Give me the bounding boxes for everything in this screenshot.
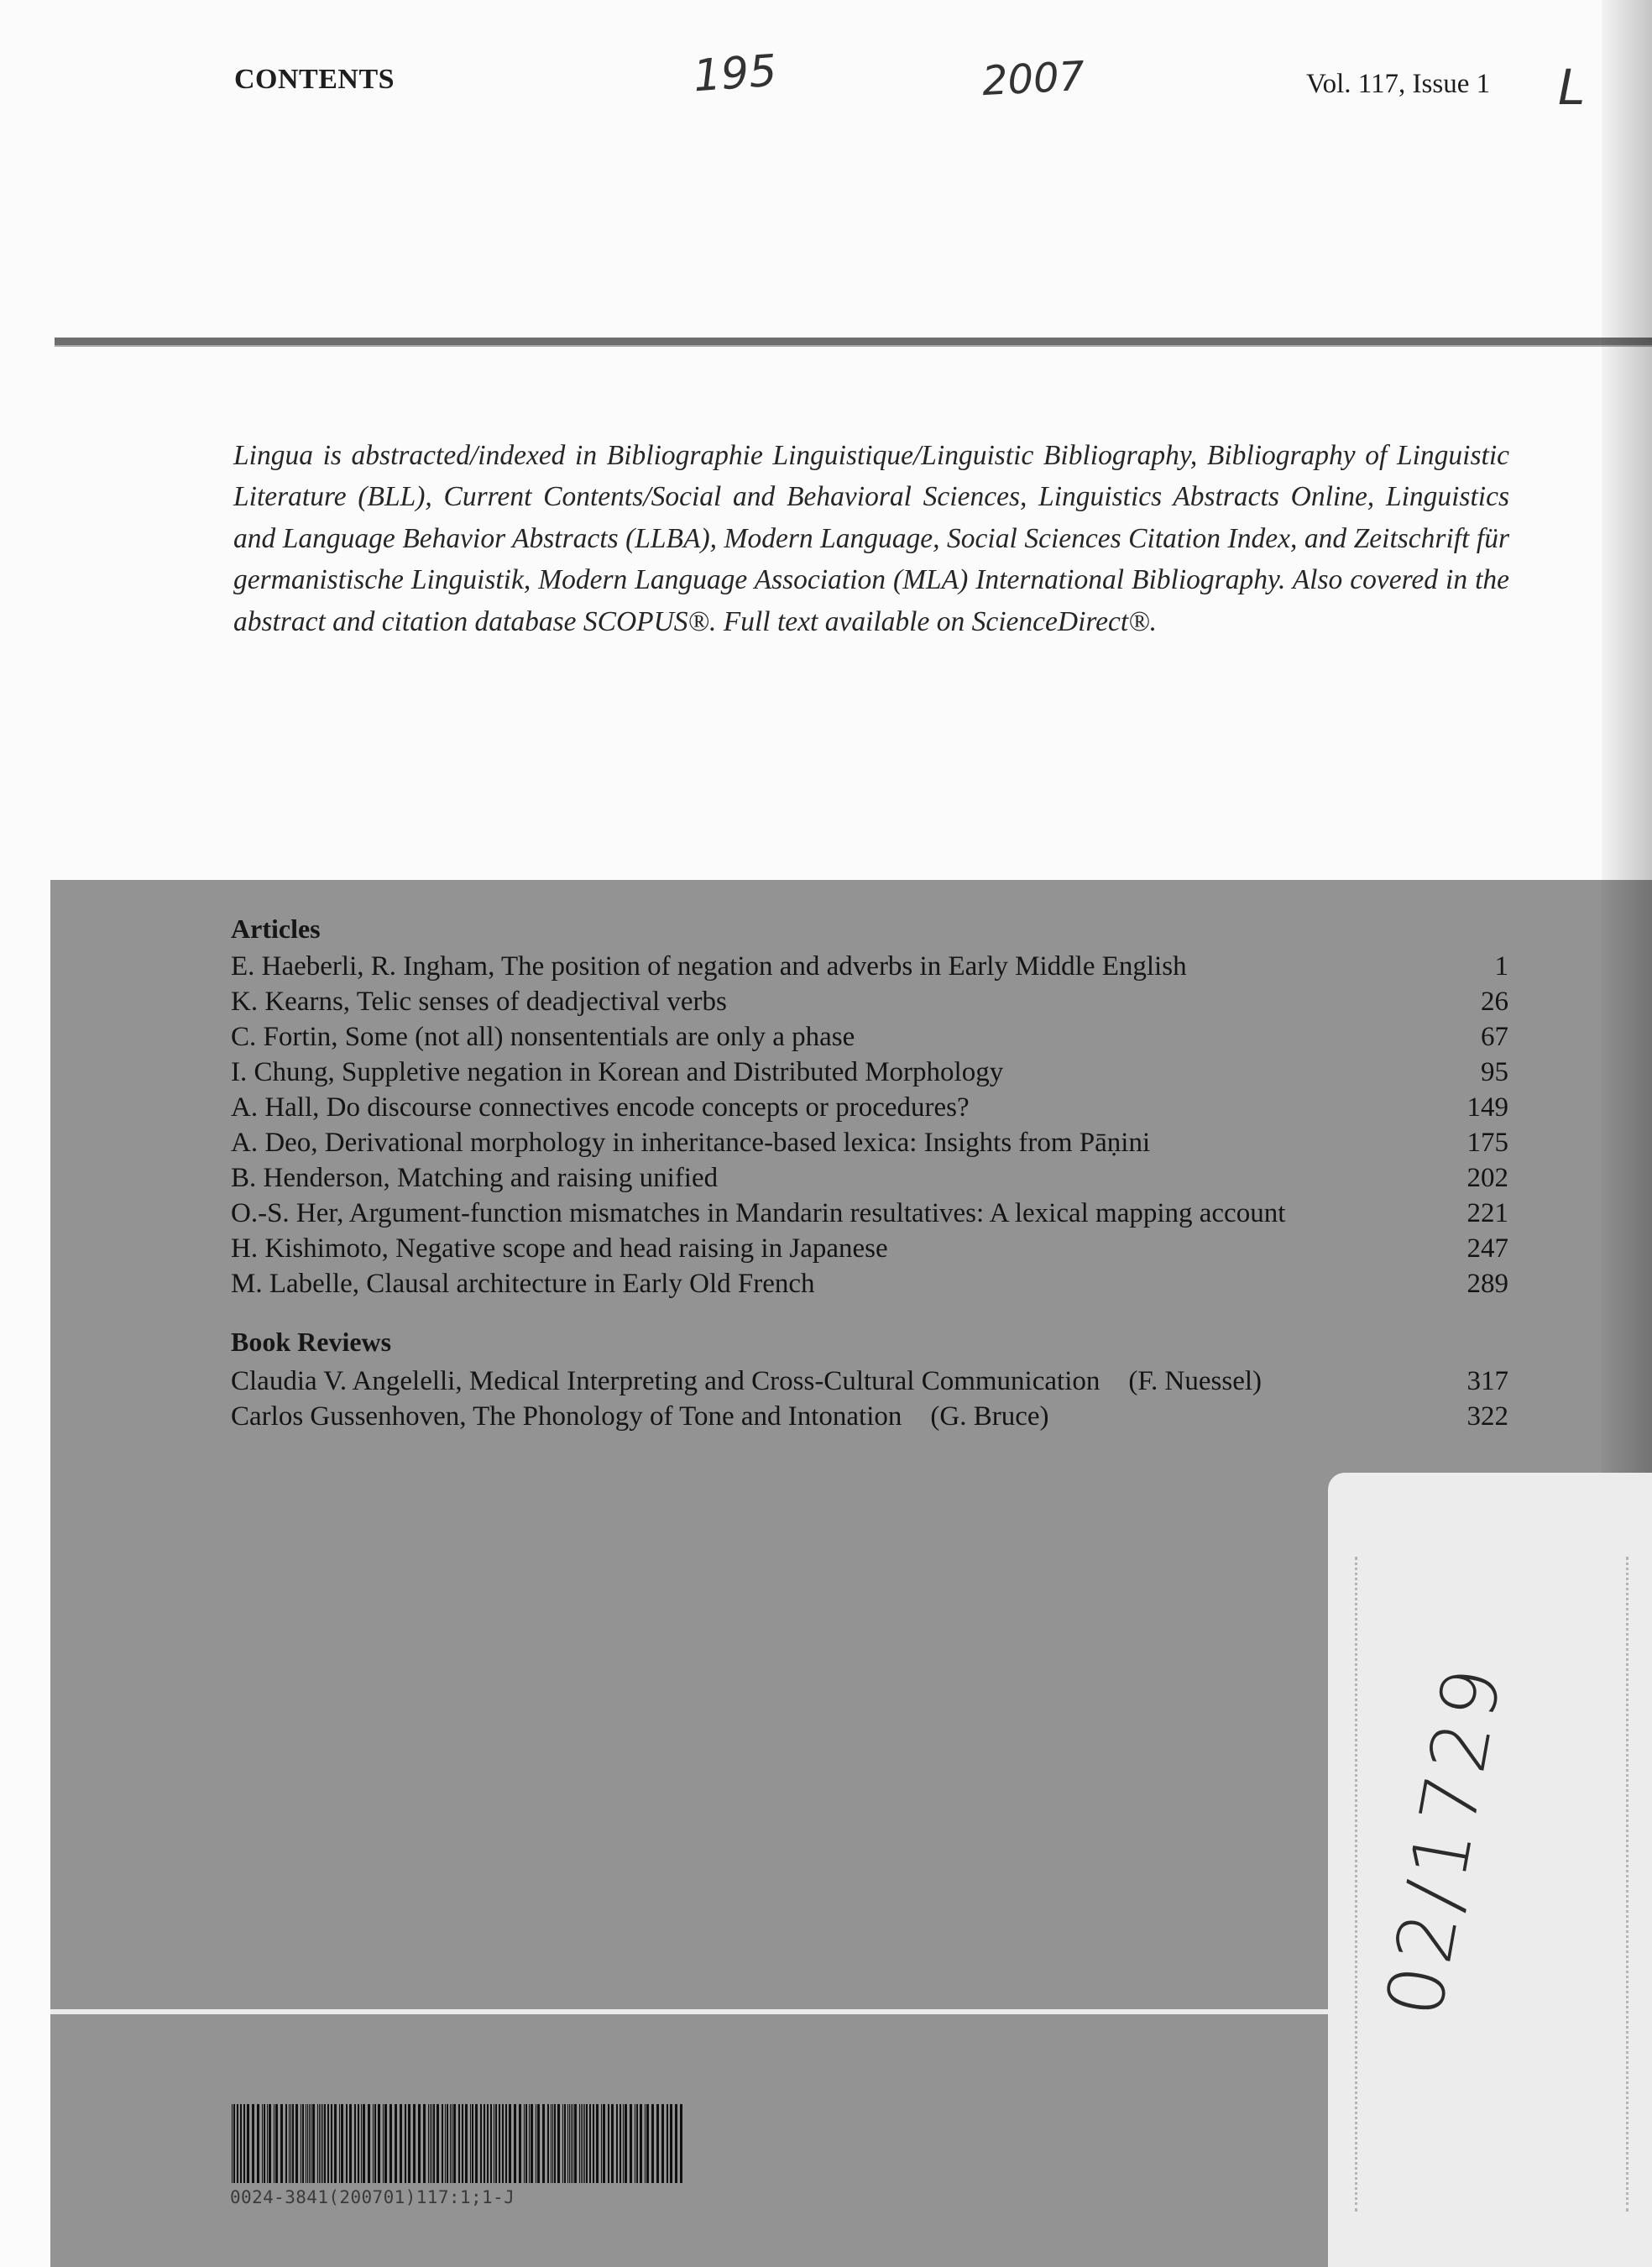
volume-issue: Vol. 117, Issue 1	[1306, 69, 1491, 99]
article-title: A. Deo, Derivational morphology in inheritance-based lexica: Insights from Pāṇini	[231, 1128, 1151, 1158]
article-entry	[231, 1055, 1508, 1090]
page-number: 289	[1466, 1269, 1508, 1299]
article-entry	[231, 949, 1508, 984]
book-reviews-list	[231, 1364, 1508, 1434]
contents-label: CONTENTS	[234, 64, 395, 95]
page-number: 95	[1481, 1057, 1508, 1087]
article-title: E. Haeberli, R. Ingham, The position of negation and adverbs in Early Middle English	[231, 951, 1187, 982]
reviewer-name: (F. Nuessel)	[1128, 1366, 1263, 1396]
page-number: 67	[1481, 1022, 1508, 1052]
page-number: 175	[1466, 1128, 1508, 1158]
article-entry	[231, 1196, 1508, 1231]
shelf-mark: 02/1729	[1369, 1657, 1520, 2024]
reviewer-name: (G. Bruce)	[930, 1401, 1049, 1432]
handwritten-year: 2007	[980, 52, 1086, 106]
review-title: Carlos Gussenhoven, The Phonology of Tone and Intonation	[231, 1401, 902, 1432]
header-divider	[55, 338, 1652, 345]
article-entry	[231, 1090, 1508, 1125]
barcode-number: 0024-3841(200701)117:1;1-J	[230, 2187, 515, 2207]
article-entry	[231, 984, 1508, 1019]
page-number: 149	[1466, 1092, 1508, 1123]
article-title: C. Fortin, Some (not all) nonsententials are only a phase	[231, 1022, 855, 1052]
book-reviews-heading: Book Reviews	[231, 1327, 392, 1357]
article-title: I. Chung, Suppletive negation in Korean and Distributed Morphology	[231, 1057, 1004, 1087]
indexing-note: Lingua is abstracted/indexed in Bibliographie Linguistique/Linguistic Bibliography, Bibliography of Linguistic Literature (BLL), Current Contents/Social and Behavioral Sciences, Linguistics Abstracts Online, Linguistics and Language Behavior Abstracts (LLBA), Modern Language, Social Sciences Citation Index, and Zeitschrift für germanistische Linguistik, Modern Language Association (MLA) International Bibliography. Also covered in the abstract and citation database SCOPUS®. Full text available on ScienceDirect®.	[233, 439, 1509, 637]
page-number: 202	[1466, 1163, 1508, 1193]
review-entry	[231, 1399, 1508, 1434]
barcode-icon	[230, 2104, 687, 2183]
page-number: 1	[1494, 951, 1508, 982]
handwritten-note: 195	[692, 45, 779, 102]
articles-heading: Articles	[231, 914, 321, 944]
review-entry	[231, 1364, 1508, 1399]
article-entry	[231, 1125, 1508, 1160]
page-number: 221	[1466, 1198, 1508, 1228]
articles-list	[231, 949, 1508, 1301]
page-number: 26	[1481, 987, 1508, 1017]
article-entry	[231, 1231, 1508, 1266]
article-title: O.-S. Her, Argument-function mismatches in Mandarin resultatives: A lexical mapping account	[231, 1198, 1286, 1228]
article-entry	[231, 1019, 1508, 1055]
library-label	[1328, 1473, 1652, 2267]
page-number: 247	[1466, 1233, 1508, 1264]
review-title: Claudia V. Angelelli, Medical Interpreting and Cross-Cultural Communication	[231, 1366, 1100, 1396]
article-title: B. Henderson, Matching and raising unified	[231, 1163, 719, 1193]
page-number: 317	[1466, 1366, 1508, 1396]
article-entry	[231, 1266, 1508, 1301]
article-title: K. Kearns, Telic senses of deadjectival verbs	[231, 987, 727, 1017]
article-title: M. Labelle, Clausal architecture in Early Old French	[231, 1269, 815, 1299]
article-title: H. Kishimoto, Negative scope and head raising in Japanese	[231, 1233, 888, 1264]
article-entry	[231, 1160, 1508, 1196]
page-number: 322	[1466, 1401, 1508, 1432]
handwritten-mark: L	[1558, 59, 1586, 116]
article-title: A. Hall, Do discourse connectives encode concepts or procedures?	[231, 1092, 970, 1123]
